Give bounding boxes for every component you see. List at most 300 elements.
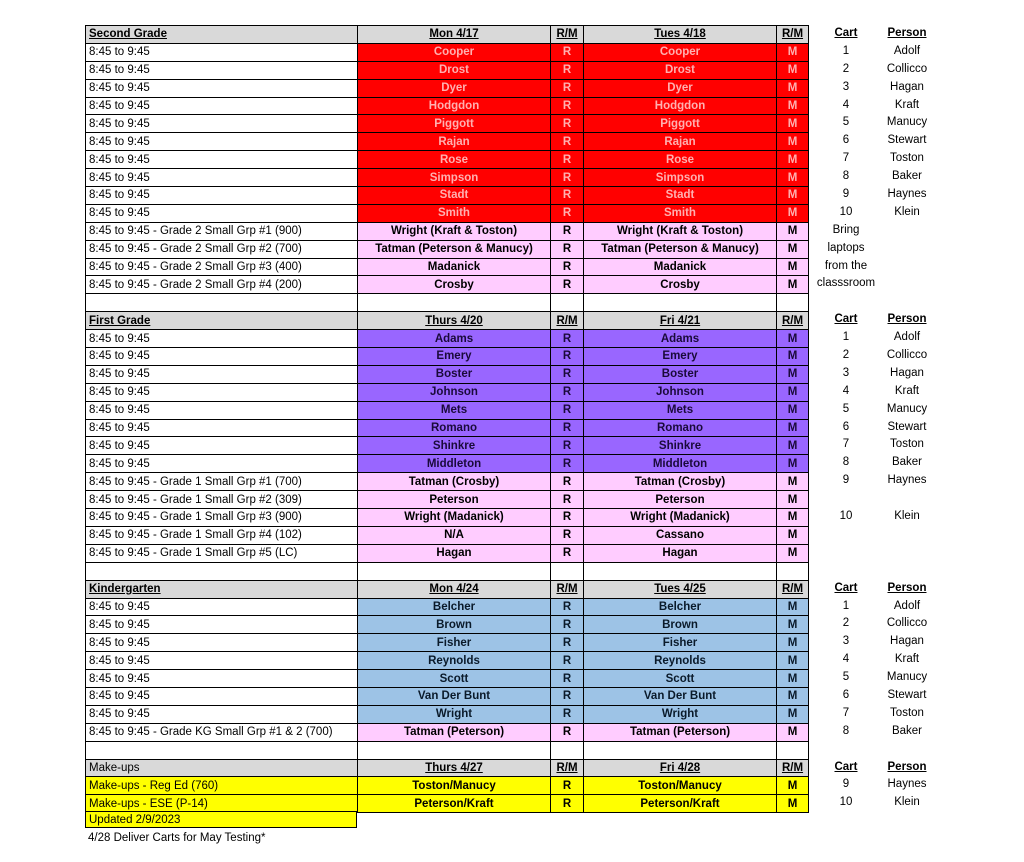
rm-value: M [777, 455, 809, 473]
rm-value: M [777, 276, 809, 294]
rm-value: M [777, 383, 809, 401]
person-name: Manucy [886, 402, 928, 415]
rm-header: R/M [777, 312, 809, 330]
teacher-day1: Toston/Manucy [358, 777, 551, 795]
person-name: Baker [891, 724, 923, 737]
rm-value: M [777, 473, 809, 491]
blank-cell [551, 741, 584, 759]
table-row [86, 491, 809, 509]
person-name: Hagan [890, 635, 924, 648]
person-name [870, 562, 944, 580]
rm-value: R [551, 723, 584, 741]
rm-value: R [551, 509, 584, 527]
teacher-day1: Adams [358, 330, 551, 348]
teacher-day1: Rose [358, 151, 551, 169]
person-name: Kraft [894, 98, 920, 111]
rm-value: R [551, 401, 584, 419]
person-name: Toston [890, 438, 924, 451]
person-name: Manucy [886, 116, 928, 129]
cart-number: laptops [827, 241, 865, 254]
person-name: Adolf [893, 44, 921, 57]
rm-value: R [551, 634, 584, 652]
cart-number: from the [824, 259, 868, 272]
time-slot: Make-ups - Reg Ed (760) [86, 777, 358, 795]
rm-value: R [551, 79, 584, 97]
teacher-day2: Drost [584, 61, 777, 79]
teacher-day1: Scott [358, 670, 551, 688]
rm-value: R [551, 348, 584, 366]
cart-number: 5 [842, 671, 850, 684]
time-slot: 8:45 to 9:45 [86, 204, 358, 222]
rm-value: M [777, 491, 809, 509]
section-title: Make-ups [86, 759, 358, 777]
day1-header: Mon 4/17 [358, 26, 551, 44]
cart-number: 7 [842, 152, 850, 165]
cart-number: 10 [839, 510, 853, 523]
time-slot: 8:45 to 9:45 - Grade 1 Small Grp #5 (LC) [86, 544, 358, 562]
teacher-day2: Tatman (Peterson) [584, 723, 777, 741]
rm-value: R [551, 97, 584, 115]
time-slot: 8:45 to 9:45 - Grade 2 Small Grp #2 (700) [86, 240, 358, 258]
rm-value: M [777, 687, 809, 705]
teacher-day2: Johnson [584, 383, 777, 401]
blank-cell [358, 741, 551, 759]
time-slot: 8:45 to 9:45 [86, 43, 358, 61]
teacher-day2: Boster [584, 365, 777, 383]
time-slot: 8:45 to 9:45 [86, 365, 358, 383]
teacher-day1: Tatman (Peterson) [358, 723, 551, 741]
blank-row [86, 294, 809, 312]
person-name: Baker [891, 170, 923, 183]
teacher-day1: Madanick [358, 258, 551, 276]
rm-value: M [777, 365, 809, 383]
time-slot: 8:45 to 9:45 [86, 383, 358, 401]
person-name [870, 544, 944, 562]
teacher-day1: Peterson [358, 491, 551, 509]
rm-value: R [551, 222, 584, 240]
time-slot: 8:45 to 9:45 [86, 670, 358, 688]
teacher-day1: Mets [358, 401, 551, 419]
rm-value: R [551, 43, 584, 61]
rm-header: R/M [777, 759, 809, 777]
teacher-day2: Belcher [584, 598, 777, 616]
teacher-day2: Emery [584, 348, 777, 366]
blank-cell [584, 294, 777, 312]
teacher-day2: Rajan [584, 133, 777, 151]
time-slot: 8:45 to 9:45 - Grade 1 Small Grp #3 (900) [86, 509, 358, 527]
table-row [86, 616, 809, 634]
rm-value: M [777, 652, 809, 670]
table-row [86, 634, 809, 652]
teacher-day2: Van Der Bunt [584, 687, 777, 705]
rm-value: R [551, 616, 584, 634]
teacher-day2: Wright (Kraft & Toston) [584, 222, 777, 240]
rm-value: R [551, 383, 584, 401]
blank-cell [86, 294, 358, 312]
cart-header: Cart [834, 760, 858, 773]
teacher-day2: Crosby [584, 276, 777, 294]
teacher-day2: Fisher [584, 634, 777, 652]
rm-value: R [551, 473, 584, 491]
person-name: Collicco [886, 617, 928, 630]
rm-value: M [777, 169, 809, 187]
table-row [86, 455, 809, 473]
teacher-day2: Shinkre [584, 437, 777, 455]
rm-value: M [777, 115, 809, 133]
rm-value: M [777, 705, 809, 723]
teacher-day1: Rajan [358, 133, 551, 151]
table-row [86, 151, 809, 169]
rm-value: M [777, 723, 809, 741]
table-row [86, 204, 809, 222]
cart-number: 6 [842, 688, 850, 701]
table-row [86, 383, 809, 401]
time-slot: 8:45 to 9:45 [86, 61, 358, 79]
person-name: Stewart [887, 688, 927, 701]
cart-number: 10 [839, 205, 853, 218]
table-row [86, 330, 809, 348]
person-name [870, 293, 944, 311]
blank-row [86, 741, 809, 759]
rm-value: M [777, 544, 809, 562]
table-row [86, 187, 809, 205]
teacher-day1: Wright [358, 705, 551, 723]
teacher-day2: Smith [584, 204, 777, 222]
cart-number: 9 [842, 474, 850, 487]
teacher-day1: Hagan [358, 544, 551, 562]
rm-value: M [777, 348, 809, 366]
table-row [86, 670, 809, 688]
teacher-day1: Tatman (Crosby) [358, 473, 551, 491]
teacher-day1: Brown [358, 616, 551, 634]
cart-number: 7 [842, 706, 850, 719]
rm-value: M [777, 777, 809, 795]
table-row [86, 544, 809, 562]
rm-header: R/M [551, 26, 584, 44]
section-header-row [86, 26, 809, 44]
cart-header: Cart [834, 27, 858, 39]
cart-number: 8 [842, 724, 850, 737]
cart-number: 4 [842, 98, 850, 111]
rm-value: R [551, 61, 584, 79]
teacher-day2: Brown [584, 616, 777, 634]
person-name: Klein [894, 205, 920, 218]
time-slot: 8:45 to 9:45 [86, 652, 358, 670]
rm-value: R [551, 455, 584, 473]
person-name: Klein [894, 796, 920, 809]
section-header-row [86, 759, 809, 777]
blank-cell [777, 294, 809, 312]
time-slot: 8:45 to 9:45 [86, 598, 358, 616]
person-name: Toston [890, 152, 924, 165]
cart-number: 9 [842, 188, 850, 201]
cart-number: classsroom [816, 277, 876, 290]
rm-value: M [777, 509, 809, 527]
cart-number: 1 [842, 44, 850, 57]
time-slot: 8:45 to 9:45 - Grade 1 Small Grp #4 (102) [86, 526, 358, 544]
cart-number: 3 [842, 80, 850, 93]
time-slot: 8:45 to 9:45 [86, 634, 358, 652]
blank-cell [584, 562, 777, 580]
rm-value: R [551, 687, 584, 705]
teacher-day1: Wright (Kraft & Toston) [358, 222, 551, 240]
section-header-row [86, 580, 809, 598]
time-slot: 8:45 to 9:45 - Grade 1 Small Grp #1 (700) [86, 473, 358, 491]
section-title: Second Grade [86, 26, 358, 44]
rm-value: M [777, 61, 809, 79]
cart-number: 9 [842, 778, 850, 791]
rm-value: R [551, 169, 584, 187]
teacher-day2: Rose [584, 151, 777, 169]
teacher-day2: Scott [584, 670, 777, 688]
time-slot: 8:45 to 9:45 [86, 330, 358, 348]
teacher-day2: Tatman (Peterson & Manucy) [584, 240, 777, 258]
person-name: Baker [891, 456, 923, 469]
day1-header: Thurs 4/27 [358, 759, 551, 777]
person-header: Person [887, 27, 927, 39]
person-name [870, 490, 944, 508]
cart-number: 2 [842, 349, 850, 362]
cart-number: 4 [842, 384, 850, 397]
blank-cell [584, 741, 777, 759]
person-name: Manucy [886, 671, 928, 684]
table-row [86, 526, 809, 544]
table-row [86, 437, 809, 455]
teacher-day1: Belcher [358, 598, 551, 616]
teacher-day2: Adams [584, 330, 777, 348]
table-row [86, 723, 809, 741]
table-row [86, 473, 809, 491]
time-slot: 8:45 to 9:45 [86, 115, 358, 133]
teacher-day2: Wright [584, 705, 777, 723]
rm-value: M [777, 43, 809, 61]
teacher-day2: Reynolds [584, 652, 777, 670]
cart-number: 3 [842, 635, 850, 648]
section-title: Kindergarten [86, 580, 358, 598]
teacher-day2: Hodgdon [584, 97, 777, 115]
teacher-day1: Wright (Madanick) [358, 509, 551, 527]
time-slot: 8:45 to 9:45 [86, 79, 358, 97]
teacher-day1: Tatman (Peterson & Manucy) [358, 240, 551, 258]
table-row [86, 61, 809, 79]
cart-number: 2 [842, 62, 850, 75]
person-name: Stewart [887, 420, 927, 433]
teacher-day1: Fisher [358, 634, 551, 652]
section-title: First Grade [86, 312, 358, 330]
cart-number: 2 [842, 617, 850, 630]
rm-header: R/M [777, 26, 809, 44]
person-name: Haynes [887, 188, 927, 201]
rm-value: M [777, 795, 809, 813]
table-row [86, 169, 809, 187]
teacher-day1: Middleton [358, 455, 551, 473]
rm-value: M [777, 401, 809, 419]
time-slot: 8:45 to 9:45 [86, 419, 358, 437]
table-row [86, 43, 809, 61]
blank-cell [777, 741, 809, 759]
time-slot: 8:45 to 9:45 [86, 455, 358, 473]
person-name [870, 240, 944, 258]
updated-note: Updated 2/9/2023 [85, 811, 357, 828]
time-slot: 8:45 to 9:45 [86, 169, 358, 187]
teacher-day2: Tatman (Crosby) [584, 473, 777, 491]
rm-header: R/M [551, 312, 584, 330]
day2-header: Fri 4/28 [584, 759, 777, 777]
rm-value: M [777, 258, 809, 276]
rm-value: R [551, 276, 584, 294]
person-name: Haynes [887, 474, 927, 487]
rm-value: R [551, 365, 584, 383]
table-row [86, 79, 809, 97]
rm-value: M [777, 97, 809, 115]
cart-number: 5 [842, 402, 850, 415]
rm-value: R [551, 419, 584, 437]
rm-value: R [551, 437, 584, 455]
time-slot: 8:45 to 9:45 [86, 133, 358, 151]
person-name: Collicco [886, 349, 928, 362]
rm-value: R [551, 777, 584, 795]
cart-number: 10 [839, 796, 853, 809]
teacher-day2: Simpson [584, 169, 777, 187]
rm-value: M [777, 526, 809, 544]
table-row [86, 687, 809, 705]
cart-header: Cart [834, 313, 858, 326]
time-slot: 8:45 to 9:45 [86, 401, 358, 419]
rm-value: M [777, 240, 809, 258]
person-name [870, 526, 944, 544]
table-row [86, 419, 809, 437]
person-header: Person [887, 581, 927, 594]
table-row [86, 258, 809, 276]
time-slot: 8:45 to 9:45 [86, 437, 358, 455]
time-slot: 8:45 to 9:45 [86, 616, 358, 634]
teacher-day1: Van Der Bunt [358, 687, 551, 705]
teacher-day1: Hodgdon [358, 97, 551, 115]
teacher-day2: Madanick [584, 258, 777, 276]
rm-header: R/M [551, 580, 584, 598]
rm-value: R [551, 705, 584, 723]
person-name: Adolf [893, 331, 921, 344]
blank-cell [358, 294, 551, 312]
cart-number: 7 [842, 438, 850, 451]
rm-value: R [551, 652, 584, 670]
day2-header: Tues 4/18 [584, 26, 777, 44]
rm-value: R [551, 795, 584, 813]
time-slot: 8:45 to 9:45 - Grade KG Small Grp #1 & 2 (700) [86, 723, 358, 741]
table-row [86, 115, 809, 133]
rm-value: R [551, 133, 584, 151]
person-name: Hagan [890, 366, 924, 379]
rm-value: R [551, 187, 584, 205]
rm-value: R [551, 544, 584, 562]
teacher-day2: Romano [584, 419, 777, 437]
time-slot: 8:45 to 9:45 [86, 97, 358, 115]
table-row [86, 276, 809, 294]
teacher-day1: Simpson [358, 169, 551, 187]
teacher-day1: Romano [358, 419, 551, 437]
cart-number: 8 [842, 170, 850, 183]
teacher-day2: Middleton [584, 455, 777, 473]
rm-value: R [551, 491, 584, 509]
teacher-day2: Cooper [584, 43, 777, 61]
teacher-day1: Cooper [358, 43, 551, 61]
schedule-table [85, 25, 809, 813]
rm-value: M [777, 151, 809, 169]
rm-value: M [777, 616, 809, 634]
table-row [86, 240, 809, 258]
rm-value: M [777, 133, 809, 151]
teacher-day2: Peterson/Kraft [584, 795, 777, 813]
rm-header: R/M [551, 759, 584, 777]
person-name: Haynes [887, 778, 927, 791]
rm-value: M [777, 670, 809, 688]
blank-cell [86, 741, 358, 759]
rm-value: R [551, 204, 584, 222]
footnote: 4/28 Deliver Carts for May Testing* [88, 832, 266, 844]
section-header-row [86, 312, 809, 330]
table-row [86, 401, 809, 419]
cart-number: 6 [842, 420, 850, 433]
rm-header: R/M [777, 580, 809, 598]
teacher-day1: Boster [358, 365, 551, 383]
teacher-day2: Dyer [584, 79, 777, 97]
person-name [870, 741, 944, 759]
blank-cell [86, 562, 358, 580]
rm-value: R [551, 240, 584, 258]
teacher-day1: Johnson [358, 383, 551, 401]
teacher-day1: Stadt [358, 187, 551, 205]
table-row [86, 365, 809, 383]
teacher-day2: Mets [584, 401, 777, 419]
rm-value: M [777, 79, 809, 97]
person-name: Klein [894, 510, 920, 523]
blank-cell [777, 562, 809, 580]
blank-cell [551, 562, 584, 580]
time-slot: 8:45 to 9:45 [86, 187, 358, 205]
rm-value: R [551, 330, 584, 348]
time-slot: 8:45 to 9:45 - Grade 2 Small Grp #1 (900) [86, 222, 358, 240]
teacher-day2: Piggott [584, 115, 777, 133]
person-name [870, 258, 944, 276]
rm-value: M [777, 437, 809, 455]
teacher-day2: Toston/Manucy [584, 777, 777, 795]
teacher-day2: Wright (Madanick) [584, 509, 777, 527]
rm-value: R [551, 670, 584, 688]
cart-number: 6 [842, 134, 850, 147]
rm-value: R [551, 258, 584, 276]
rm-value: M [777, 330, 809, 348]
person-column [870, 25, 944, 812]
person-header: Person [887, 760, 927, 773]
day1-header: Thurs 4/20 [358, 312, 551, 330]
person-name: Stewart [887, 134, 927, 147]
table-row [86, 97, 809, 115]
cart-number: 4 [842, 653, 850, 666]
person-name: Kraft [894, 653, 920, 666]
teacher-day1: Drost [358, 61, 551, 79]
time-slot: 8:45 to 9:45 [86, 705, 358, 723]
time-slot: 8:45 to 9:45 - Grade 2 Small Grp #3 (400) [86, 258, 358, 276]
rm-value: M [777, 187, 809, 205]
table-row [86, 652, 809, 670]
cart-number: Bring [832, 223, 860, 236]
cart-number: 8 [842, 456, 850, 469]
rm-value: R [551, 598, 584, 616]
time-slot: 8:45 to 9:45 - Grade 1 Small Grp #2 (309) [86, 491, 358, 509]
teacher-day1: Shinkre [358, 437, 551, 455]
time-slot: 8:45 to 9:45 [86, 151, 358, 169]
table-row [86, 222, 809, 240]
